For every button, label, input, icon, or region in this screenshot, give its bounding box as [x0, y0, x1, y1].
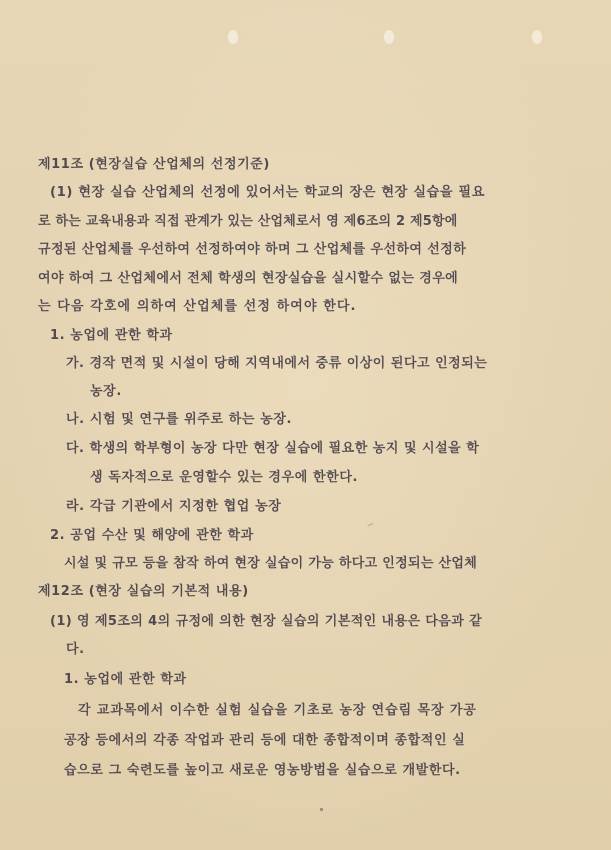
- article-12-item-1-heading: 1. 농업에 관한 학과: [64, 672, 187, 687]
- paper-speck: [320, 808, 323, 811]
- item-ga-line-2: 농장.: [90, 384, 122, 399]
- article-12-paragraph-1-line-1: (1) 영 제5조의 4의 규정에 의한 현장 실습의 기본적인 내용은 다음과 같: [50, 614, 483, 629]
- item-da-line-2: 생 독자적으로 운영할수 있는 경우에 한한다.: [90, 470, 359, 485]
- article-11-heading: 제11조 (현장실습 산업체의 선정기준): [38, 157, 270, 172]
- article-12-item-1-line-2: 공장 등에서의 각종 작업과 관리 등에 대한 종합적이며 종합적인 실: [64, 733, 466, 748]
- item-ra: 라. 각급 기관에서 지정한 협업 농장: [66, 499, 282, 514]
- paper-hole: [532, 30, 542, 44]
- article-12-paragraph-1-line-2: 다.: [66, 642, 85, 657]
- item-ga-line-1: 가. 경작 면적 및 시설이 당해 지역내에서 중류 이상이 된다고 인정되는: [66, 356, 488, 371]
- article-11-paragraph-1-line-2: 로 하는 교육내용과 직접 관계가 있는 산업체로서 영 제6조의 2 제5항에: [38, 214, 458, 229]
- item-na: 나. 시험 및 연구를 위주로 하는 농장.: [66, 412, 293, 427]
- item-1-heading: 1. 농업에 관한 학과: [50, 328, 173, 343]
- paper-hole: [384, 30, 394, 44]
- article-11-paragraph-1-line-3: 규정된 산업체를 우선하여 선정하여야 하며 그 산업체를 우선하여 선정하: [38, 242, 467, 257]
- article-12-item-1-line-1: 각 교과목에서 이수한 실험 실습을 기초로 농장 연습림 목장 가공: [78, 703, 477, 718]
- article-12-heading: 제12조 (현장 실습의 기본적 내용): [38, 584, 249, 599]
- paper-speck: [367, 523, 374, 529]
- item-2-body: 시설 및 규모 등을 참작 하여 현장 실습이 가능 하다고 인정되는 산업체: [64, 556, 478, 571]
- article-11-paragraph-1-line-5: 는 다음 각호에 의하여 산업체를 선정 하여야 한다.: [38, 299, 357, 314]
- item-da-line-1: 다. 학생의 학부형이 농장 다만 현장 실습에 필요한 농지 및 시설을 학: [66, 441, 480, 456]
- item-2-heading: 2. 공업 수산 및 해양에 관한 학과: [50, 528, 254, 543]
- article-12-item-1-line-3: 습으로 그 숙련도를 높이고 새로운 영농방법을 실습으로 개발한다.: [64, 763, 461, 778]
- article-11-paragraph-1-line-1: (1) 현장 실습 산업체의 선정에 있어서는 학교의 장은 현장 실습을 필요: [50, 185, 486, 200]
- paper-hole: [228, 30, 238, 44]
- article-11-paragraph-1-line-4: 여야 하여 그 산업체에서 전체 학생의 현장실습을 실시할수 없는 경우에: [38, 271, 459, 286]
